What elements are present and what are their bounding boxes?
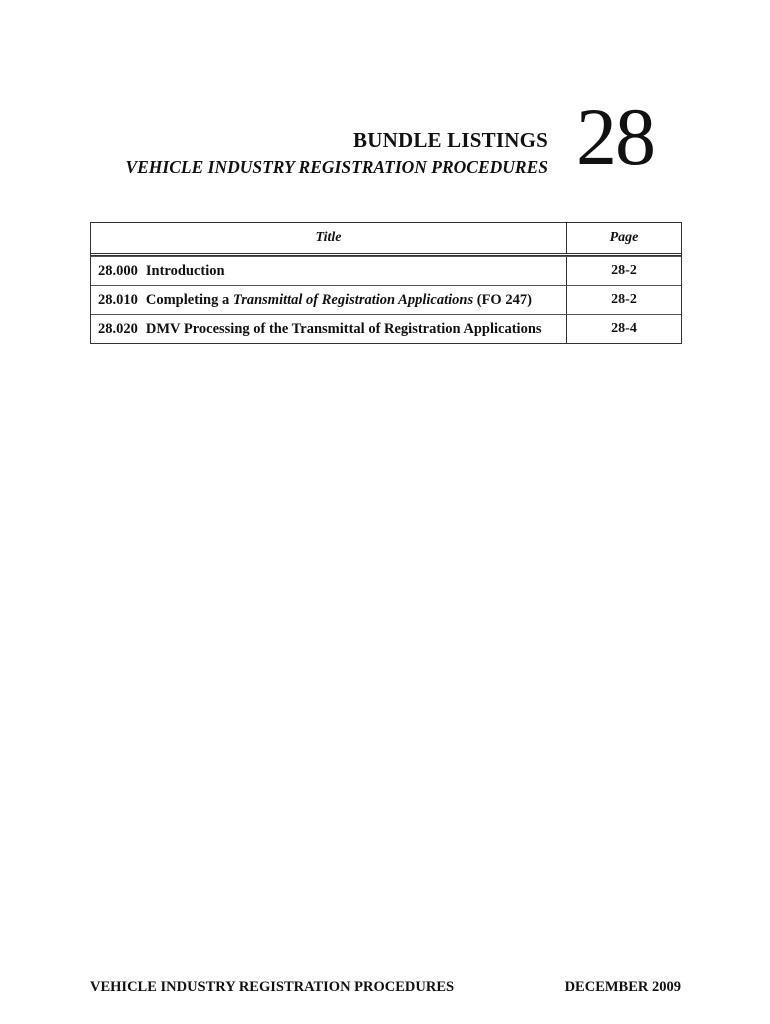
footer-date: DECEMBER 2009 xyxy=(564,979,681,995)
chapter-number: 28 xyxy=(576,91,654,182)
entry-title-cell xyxy=(91,257,567,285)
entry-page-cell: 28-2 xyxy=(611,292,637,307)
page-header xyxy=(0,0,770,200)
section-number: 28.010 xyxy=(98,291,138,308)
table-row[interactable] xyxy=(91,285,681,314)
section-number: 28.020 xyxy=(98,320,138,337)
entry-title-cell xyxy=(91,286,567,314)
section-title xyxy=(146,292,532,309)
entry-page-cell: 28-4 xyxy=(611,321,637,336)
section-title-prefix: Completing a xyxy=(145,291,233,308)
entry-page-cell: 28-2 xyxy=(611,263,637,278)
section-title-italic: Transmittal of Registration Applications xyxy=(232,291,474,308)
column-header-title: Title xyxy=(91,223,567,253)
bundle-listings-table xyxy=(90,222,682,344)
page-title: BUNDLE LISTINGS xyxy=(353,128,548,152)
entry-title-cell xyxy=(91,315,567,343)
table-header-row xyxy=(91,223,681,256)
table-row[interactable] xyxy=(91,256,681,285)
section-title-suffix: (FO 247) xyxy=(473,291,532,308)
table-row[interactable] xyxy=(91,314,681,343)
column-header-page: Page xyxy=(609,230,639,245)
section-number: 28.000 xyxy=(98,262,138,279)
section-title: DMV Processing of the Transmittal of Registration Applications xyxy=(145,320,542,337)
page-subtitle: VEHICLE INDUSTRY REGISTRATION PROCEDURES xyxy=(125,157,548,177)
section-title: Introduction xyxy=(145,262,225,279)
footer-manual-name: VEHICLE INDUSTRY REGISTRATION PROCEDURES xyxy=(90,979,455,995)
